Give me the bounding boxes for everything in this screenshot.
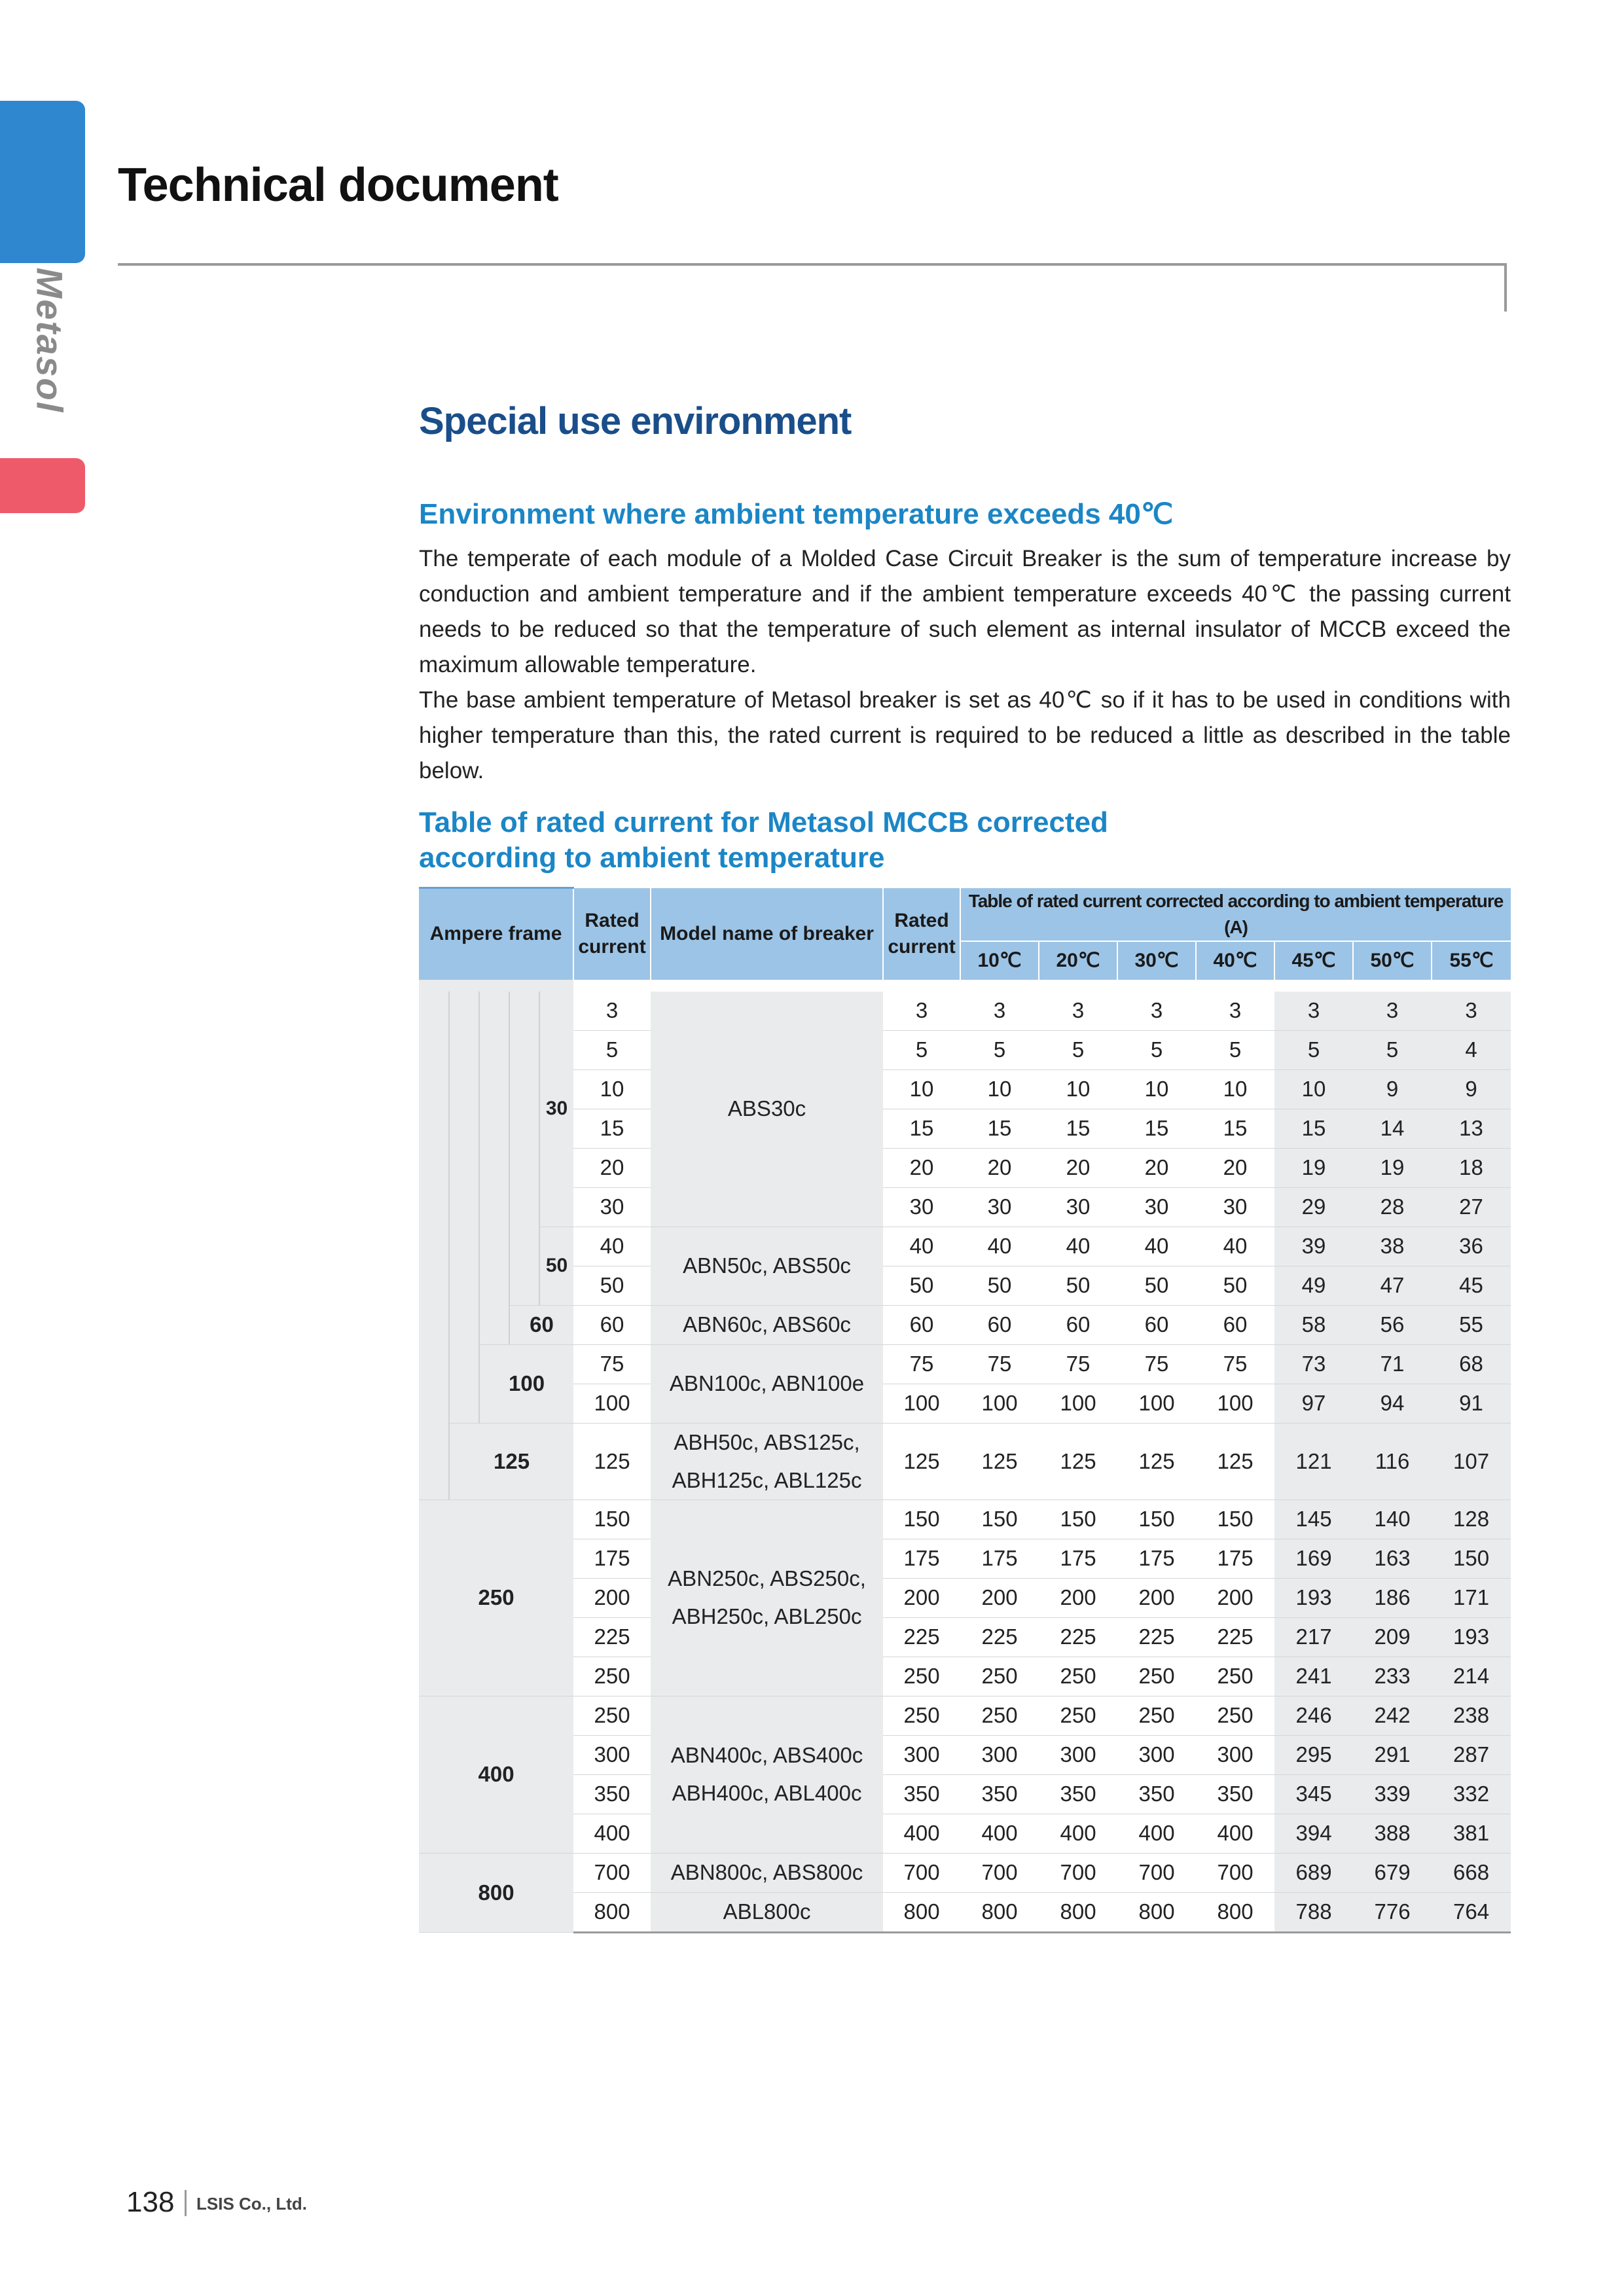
temp-cell: 71 xyxy=(1353,1344,1432,1384)
table-row xyxy=(419,992,1511,1031)
header-rated-current-2: Rated current xyxy=(883,888,960,980)
table-title xyxy=(419,805,1108,876)
header-temp: 50℃ xyxy=(1353,941,1432,980)
temp-cell: 225 xyxy=(960,1617,1039,1657)
temp-cell: 200 xyxy=(960,1578,1039,1617)
temp-cell: 689 xyxy=(1274,1853,1353,1892)
temp-cell: 300 xyxy=(1117,1735,1196,1774)
temp-cell: 20 xyxy=(960,1148,1039,1187)
temp-cell: 40 xyxy=(1039,1227,1117,1266)
rated-cell: 3 xyxy=(883,992,960,1031)
model-cell: ABN60c, ABS60c xyxy=(651,1305,883,1344)
header-temp: 40℃ xyxy=(1196,941,1274,980)
temp-cell: 5 xyxy=(960,1030,1039,1069)
table-row xyxy=(419,1892,1511,1932)
temp-cell: 14 xyxy=(1353,1109,1432,1148)
temp-cell: 350 xyxy=(960,1774,1039,1814)
temp-cell: 225 xyxy=(1196,1617,1274,1657)
temp-cell: 10 xyxy=(960,1069,1039,1109)
page-title: Technical document xyxy=(118,159,558,211)
temp-cell: 4 xyxy=(1432,1030,1511,1069)
temp-cell: 400 xyxy=(1196,1814,1274,1853)
temp-cell: 125 xyxy=(1117,1423,1196,1499)
temp-cell: 400 xyxy=(1117,1814,1196,1853)
temp-cell: 58 xyxy=(1274,1305,1353,1344)
header-ampere-frame: Ampere frame xyxy=(419,888,573,980)
temp-cell: 200 xyxy=(1117,1578,1196,1617)
temp-cell: 381 xyxy=(1432,1814,1511,1853)
table-title-line-2: according to ambient temperature xyxy=(419,842,885,874)
temp-cell: 700 xyxy=(1039,1853,1117,1892)
rated-cell: 5 xyxy=(883,1030,960,1069)
temp-cell: 50 xyxy=(1117,1266,1196,1305)
model-cell: ABN100c, ABN100e xyxy=(651,1344,883,1423)
temp-cell: 40 xyxy=(1196,1227,1274,1266)
header-temp: 30℃ xyxy=(1117,941,1196,980)
rated-cell: 300 xyxy=(573,1735,651,1774)
rated-cell: 350 xyxy=(883,1774,960,1814)
temp-cell: 788 xyxy=(1274,1892,1353,1932)
temp-cell: 30 xyxy=(960,1187,1039,1227)
rated-cell: 250 xyxy=(573,1696,651,1735)
spacer xyxy=(573,980,1511,992)
rated-cell: 50 xyxy=(883,1266,960,1305)
frame-nest-50 xyxy=(509,992,539,1306)
rated-cell: 175 xyxy=(883,1539,960,1578)
paragraph-2: The base ambient temperature of Metasol breaker is set as 40℃ so if it has to be used in conditions with higher temperature than this, the rated current is required to be reduced a little as described in the table below. xyxy=(419,687,1511,783)
frame-100: 100 xyxy=(479,1344,573,1423)
temp-cell: 175 xyxy=(1117,1539,1196,1578)
table-row xyxy=(419,1578,1511,1617)
rated-cell: 20 xyxy=(883,1148,960,1187)
temp-cell: 30 xyxy=(1039,1187,1117,1227)
temp-cell: 250 xyxy=(1117,1696,1196,1735)
temp-cell: 350 xyxy=(1196,1774,1274,1814)
frame-30: 30 xyxy=(539,992,573,1227)
model-cell xyxy=(651,1696,883,1853)
temp-cell: 171 xyxy=(1432,1578,1511,1617)
model-cell: ABL800c xyxy=(651,1892,883,1932)
temp-cell: 10 xyxy=(1196,1069,1274,1109)
rated-cell: 5 xyxy=(573,1030,651,1069)
temp-cell: 668 xyxy=(1432,1853,1511,1892)
rated-cell: 125 xyxy=(883,1423,960,1499)
side-tab-red xyxy=(0,458,85,513)
company-name: LSIS Co., Ltd. xyxy=(196,2194,307,2214)
table-row xyxy=(419,1499,1511,1539)
frame-400: 400 xyxy=(419,1696,573,1853)
frame-cell xyxy=(509,980,539,992)
frame-nest-100 xyxy=(449,992,479,1424)
model-line: ABH400c, ABL400c xyxy=(672,1781,862,1805)
side-brand-label: Metasol xyxy=(29,267,71,414)
rated-cell: 40 xyxy=(883,1227,960,1266)
temp-cell: 75 xyxy=(1117,1344,1196,1384)
frame-nest-60 xyxy=(479,992,509,1345)
temp-cell: 700 xyxy=(1196,1853,1274,1892)
temp-cell: 68 xyxy=(1432,1344,1511,1384)
rated-cell: 10 xyxy=(573,1069,651,1109)
temp-cell: 150 xyxy=(960,1499,1039,1539)
header-temp: 55℃ xyxy=(1432,941,1511,980)
rated-cell: 30 xyxy=(883,1187,960,1227)
rated-cell: 175 xyxy=(573,1539,651,1578)
temp-cell: 125 xyxy=(960,1423,1039,1499)
temp-cell: 175 xyxy=(960,1539,1039,1578)
temp-cell: 10 xyxy=(1039,1069,1117,1109)
frame-125: 125 xyxy=(449,1423,573,1499)
frame-60: 60 xyxy=(509,1305,573,1344)
temp-cell: 5 xyxy=(1196,1030,1274,1069)
frame-800: 800 xyxy=(419,1853,573,1932)
model-line: ABN400c, ABS400c xyxy=(670,1743,863,1767)
temp-cell: 40 xyxy=(960,1227,1039,1266)
temp-cell: 9 xyxy=(1353,1069,1432,1109)
temp-cell: 295 xyxy=(1274,1735,1353,1774)
temp-cell: 150 xyxy=(1039,1499,1117,1539)
temp-cell: 5 xyxy=(1274,1030,1353,1069)
temp-cell: 345 xyxy=(1274,1774,1353,1814)
temp-cell: 55 xyxy=(1432,1305,1511,1344)
temp-cell: 100 xyxy=(1117,1384,1196,1423)
temp-cell: 100 xyxy=(960,1384,1039,1423)
temp-cell: 5 xyxy=(1039,1030,1117,1069)
temp-cell: 125 xyxy=(1039,1423,1117,1499)
temp-cell: 241 xyxy=(1274,1657,1353,1696)
rated-cell: 60 xyxy=(573,1305,651,1344)
temp-cell: 200 xyxy=(1196,1578,1274,1617)
title-divider-end xyxy=(1504,263,1507,312)
temp-cell: 3 xyxy=(1274,992,1353,1031)
temp-cell: 9 xyxy=(1432,1069,1511,1109)
model-line: ABN250c, ABS250c, xyxy=(668,1566,866,1590)
model-line: ABH125c, ABL125c xyxy=(672,1467,862,1492)
temp-cell: 15 xyxy=(1196,1109,1274,1148)
table-row xyxy=(419,1069,1511,1109)
temp-cell: 300 xyxy=(1196,1735,1274,1774)
rated-cell: 200 xyxy=(883,1578,960,1617)
temp-cell: 20 xyxy=(1039,1148,1117,1187)
table-row xyxy=(419,1384,1511,1423)
table-row xyxy=(419,1344,1511,1384)
rated-cell: 400 xyxy=(573,1814,651,1853)
temp-cell: 233 xyxy=(1353,1657,1432,1696)
rated-cell: 100 xyxy=(573,1384,651,1423)
temp-cell: 121 xyxy=(1274,1423,1353,1499)
temp-cell: 100 xyxy=(1196,1384,1274,1423)
temp-cell: 163 xyxy=(1353,1539,1432,1578)
model-cell: ABN800c, ABS800c xyxy=(651,1853,883,1892)
frame-nest-125 xyxy=(419,992,449,1500)
temp-cell: 40 xyxy=(1117,1227,1196,1266)
frame-50: 50 xyxy=(539,1227,573,1305)
temp-cell: 242 xyxy=(1353,1696,1432,1735)
temp-cell: 50 xyxy=(1196,1266,1274,1305)
temp-cell: 250 xyxy=(960,1657,1039,1696)
temp-cell: 150 xyxy=(1117,1499,1196,1539)
temp-cell: 60 xyxy=(1039,1305,1117,1344)
temp-cell: 30 xyxy=(1196,1187,1274,1227)
rated-cell: 700 xyxy=(573,1853,651,1892)
temp-cell: 140 xyxy=(1353,1499,1432,1539)
temp-cell: 250 xyxy=(1117,1657,1196,1696)
temp-cell: 47 xyxy=(1353,1266,1432,1305)
rated-cell: 75 xyxy=(883,1344,960,1384)
temp-cell: 56 xyxy=(1353,1305,1432,1344)
temp-cell: 186 xyxy=(1353,1578,1432,1617)
temp-cell: 3 xyxy=(1117,992,1196,1031)
temp-cell: 679 xyxy=(1353,1853,1432,1892)
temp-cell: 15 xyxy=(1039,1109,1117,1148)
temp-cell: 125 xyxy=(1196,1423,1274,1499)
rated-cell: 125 xyxy=(573,1423,651,1499)
rated-cell: 800 xyxy=(883,1892,960,1932)
rated-cell: 150 xyxy=(883,1499,960,1539)
temp-cell: 388 xyxy=(1353,1814,1432,1853)
model-cell: ABN50c, ABS50c xyxy=(651,1227,883,1305)
temp-cell: 10 xyxy=(1274,1069,1353,1109)
header-temp: 10℃ xyxy=(960,941,1039,980)
table-row xyxy=(419,1305,1511,1344)
temp-cell: 60 xyxy=(960,1305,1039,1344)
temp-cell: 10 xyxy=(1117,1069,1196,1109)
temp-cell: 287 xyxy=(1432,1735,1511,1774)
temp-cell: 30 xyxy=(1117,1187,1196,1227)
table-row xyxy=(419,1109,1511,1148)
rated-cell: 200 xyxy=(573,1578,651,1617)
temp-cell: 350 xyxy=(1039,1774,1117,1814)
temp-cell: 291 xyxy=(1353,1735,1432,1774)
temp-cell: 50 xyxy=(1039,1266,1117,1305)
temp-cell: 38 xyxy=(1353,1227,1432,1266)
rated-cell: 20 xyxy=(573,1148,651,1187)
rated-cell: 800 xyxy=(573,1892,651,1932)
temp-cell: 332 xyxy=(1432,1774,1511,1814)
table-row xyxy=(419,1148,1511,1187)
rated-cell: 100 xyxy=(883,1384,960,1423)
temp-cell: 700 xyxy=(960,1853,1039,1892)
temp-cell: 193 xyxy=(1432,1617,1511,1657)
temp-cell: 217 xyxy=(1274,1617,1353,1657)
table-row xyxy=(419,1735,1511,1774)
temp-cell: 15 xyxy=(1274,1109,1353,1148)
temp-cell: 3 xyxy=(1353,992,1432,1031)
temp-cell: 128 xyxy=(1432,1499,1511,1539)
rated-cell: 225 xyxy=(573,1617,651,1657)
temp-cell: 800 xyxy=(1117,1892,1196,1932)
temp-cell: 175 xyxy=(1196,1539,1274,1578)
table-row xyxy=(419,1423,1511,1499)
header-temp: 45℃ xyxy=(1274,941,1353,980)
model-cell xyxy=(651,1499,883,1696)
header-temp: 20℃ xyxy=(1039,941,1117,980)
rated-cell: 3 xyxy=(573,992,651,1031)
temp-cell: 49 xyxy=(1274,1266,1353,1305)
rated-cell: 250 xyxy=(573,1657,651,1696)
temp-cell: 250 xyxy=(1039,1696,1117,1735)
header-corrected-group: Table of rated current corrected according to ambient temperature (A) xyxy=(960,888,1511,941)
title-divider xyxy=(118,263,1507,266)
table-row xyxy=(419,1227,1511,1266)
temp-cell: 150 xyxy=(1196,1499,1274,1539)
temp-cell: 27 xyxy=(1432,1187,1511,1227)
temp-cell: 73 xyxy=(1274,1344,1353,1384)
temp-cell: 339 xyxy=(1353,1774,1432,1814)
temp-cell: 764 xyxy=(1432,1892,1511,1932)
temp-cell: 45 xyxy=(1432,1266,1511,1305)
temp-cell: 175 xyxy=(1039,1539,1117,1578)
temp-cell: 3 xyxy=(1196,992,1274,1031)
rated-cell: 700 xyxy=(883,1853,960,1892)
frame-250: 250 xyxy=(419,1499,573,1696)
header-model-name: Model name of breaker xyxy=(651,888,883,980)
rated-cell: 250 xyxy=(883,1657,960,1696)
temp-cell: 238 xyxy=(1432,1696,1511,1735)
section-title: Special use environment xyxy=(419,400,852,442)
frame-cell xyxy=(539,980,573,992)
frame-cell xyxy=(479,980,509,992)
temp-cell: 250 xyxy=(1196,1657,1274,1696)
table-title-line-1: Table of rated current for Metasol MCCB corrected xyxy=(419,806,1108,838)
temp-cell: 209 xyxy=(1353,1617,1432,1657)
temp-cell: 75 xyxy=(1039,1344,1117,1384)
temp-cell: 60 xyxy=(1117,1305,1196,1344)
table-row xyxy=(419,1814,1511,1853)
paragraph-1: The temperate of each module of a Molded Case Circuit Breaker is the sum of temperature increase by conduction and ambient temperature and if the ambient temperature exceeds 40℃ the passing current needs to be reduced so that the temperature of such element as internal insulator of MCCB exceed the maximum allowable temperature. xyxy=(419,546,1511,677)
temp-cell: 225 xyxy=(1117,1617,1196,1657)
temp-cell: 250 xyxy=(1039,1657,1117,1696)
temp-cell: 100 xyxy=(1039,1384,1117,1423)
model-line: ABH50c, ABS125c, xyxy=(674,1429,860,1454)
rated-cell: 400 xyxy=(883,1814,960,1853)
rated-cell: 40 xyxy=(573,1227,651,1266)
temp-cell: 145 xyxy=(1274,1499,1353,1539)
temp-cell: 15 xyxy=(960,1109,1039,1148)
temp-cell: 5 xyxy=(1353,1030,1432,1069)
frame-cell xyxy=(449,980,479,992)
temp-cell: 800 xyxy=(1039,1892,1117,1932)
temp-cell: 700 xyxy=(1117,1853,1196,1892)
temp-cell: 116 xyxy=(1353,1423,1432,1499)
model-cell xyxy=(651,1423,883,1499)
rated-current-table xyxy=(419,887,1511,1933)
temp-cell: 39 xyxy=(1274,1227,1353,1266)
temp-cell: 200 xyxy=(1039,1578,1117,1617)
temp-cell: 350 xyxy=(1117,1774,1196,1814)
header-rated-current: Rated current xyxy=(573,888,651,980)
temp-cell: 400 xyxy=(1039,1814,1117,1853)
temp-cell: 400 xyxy=(960,1814,1039,1853)
temp-cell: 91 xyxy=(1432,1384,1511,1423)
rated-cell: 60 xyxy=(883,1305,960,1344)
temp-cell: 13 xyxy=(1432,1109,1511,1148)
temp-cell: 250 xyxy=(960,1696,1039,1735)
rated-cell: 30 xyxy=(573,1187,651,1227)
table-row xyxy=(419,1617,1511,1657)
footer-divider xyxy=(185,2190,187,2216)
temp-cell: 800 xyxy=(960,1892,1039,1932)
temp-cell: 20 xyxy=(1117,1148,1196,1187)
table-row xyxy=(419,1696,1511,1735)
rated-cell: 225 xyxy=(883,1617,960,1657)
temp-cell: 169 xyxy=(1274,1539,1353,1578)
table-row xyxy=(419,1657,1511,1696)
temp-cell: 29 xyxy=(1274,1187,1353,1227)
temp-cell: 97 xyxy=(1274,1384,1353,1423)
temp-cell: 50 xyxy=(960,1266,1039,1305)
table-row xyxy=(419,1853,1511,1892)
temp-cell: 776 xyxy=(1353,1892,1432,1932)
temp-cell: 3 xyxy=(1432,992,1511,1031)
temp-cell: 150 xyxy=(1432,1539,1511,1578)
temp-cell: 214 xyxy=(1432,1657,1511,1696)
temp-cell: 3 xyxy=(960,992,1039,1031)
temp-cell: 60 xyxy=(1196,1305,1274,1344)
model-cell: ABS30c xyxy=(651,992,883,1227)
table-row xyxy=(419,1266,1511,1305)
rated-cell: 250 xyxy=(883,1696,960,1735)
temp-cell: 246 xyxy=(1274,1696,1353,1735)
rated-cell: 150 xyxy=(573,1499,651,1539)
rated-cell: 15 xyxy=(883,1109,960,1148)
temp-cell: 75 xyxy=(960,1344,1039,1384)
temp-cell: 19 xyxy=(1353,1148,1432,1187)
temp-cell: 15 xyxy=(1117,1109,1196,1148)
temp-cell: 94 xyxy=(1353,1384,1432,1423)
temp-cell: 19 xyxy=(1274,1148,1353,1187)
temp-cell: 107 xyxy=(1432,1423,1511,1499)
temp-cell: 75 xyxy=(1196,1344,1274,1384)
frame-cell xyxy=(419,980,449,992)
model-line: ABH250c, ABL250c xyxy=(672,1604,862,1628)
side-tab-blue xyxy=(0,101,85,263)
table-row xyxy=(419,1774,1511,1814)
rated-cell: 10 xyxy=(883,1069,960,1109)
rated-cell: 75 xyxy=(573,1344,651,1384)
temp-cell: 18 xyxy=(1432,1148,1511,1187)
temp-cell: 300 xyxy=(1039,1735,1117,1774)
temp-cell: 28 xyxy=(1353,1187,1432,1227)
temp-cell: 225 xyxy=(1039,1617,1117,1657)
rated-cell: 15 xyxy=(573,1109,651,1148)
table-row xyxy=(419,1030,1511,1069)
temp-cell: 800 xyxy=(1196,1892,1274,1932)
table-row xyxy=(419,1187,1511,1227)
temp-cell: 250 xyxy=(1196,1696,1274,1735)
temp-cell: 20 xyxy=(1196,1148,1274,1187)
temp-cell: 394 xyxy=(1274,1814,1353,1853)
temp-cell: 5 xyxy=(1117,1030,1196,1069)
table-row xyxy=(419,1539,1511,1578)
rated-cell: 50 xyxy=(573,1266,651,1305)
page-number: 138 xyxy=(126,2186,175,2218)
temp-cell: 3 xyxy=(1039,992,1117,1031)
temp-cell: 36 xyxy=(1432,1227,1511,1266)
temp-cell: 300 xyxy=(960,1735,1039,1774)
temp-cell: 193 xyxy=(1274,1578,1353,1617)
section-subtitle: Environment where ambient temperature exceeds 40℃ xyxy=(419,498,1174,530)
rated-cell: 350 xyxy=(573,1774,651,1814)
rated-cell: 300 xyxy=(883,1735,960,1774)
